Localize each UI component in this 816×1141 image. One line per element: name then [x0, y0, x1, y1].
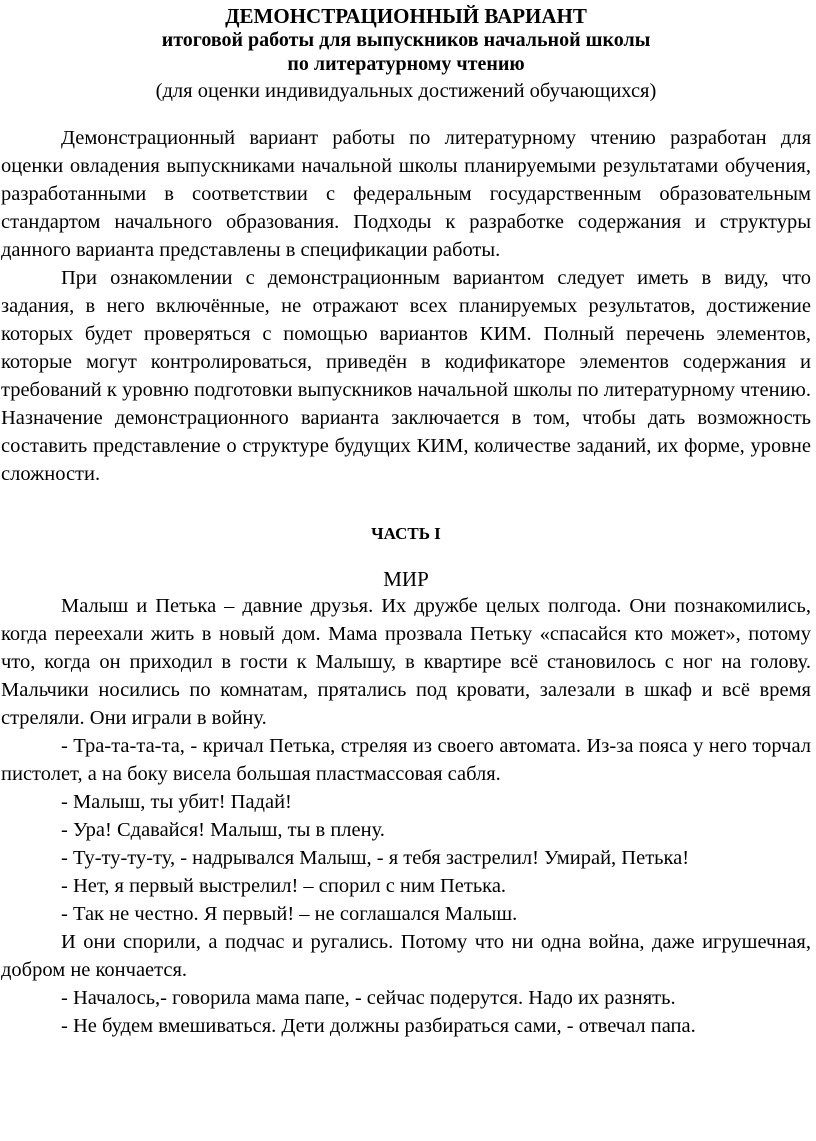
story-line: - Тра-та-та-та, - кричал Петька, стреляя из своего автомата. Из-за пояса у него торчал пистолет, а на боку висела большая пластмассовая сабля.	[1, 735, 811, 785]
intro-paragraph: При ознакомлении с демонстрационным вариантом следует иметь в виду, что задания, в него включённые, не отражают всех планируемых результатов, достижение которых будет проверяться с помощью вариантов КИМ. Полный перечень элементов, которые могут контролироваться, приведён в кодификаторе элементов содержания и требований к уровню подготовки выпускников начальной школы по литературному чтению. Назначение демонстрационного варианта заключается в том, чтобы дать возможность составить представление о структуре будущих КИМ, количестве заданий, их форме, уровне сложности.	[1, 267, 811, 485]
document-title: ДЕМОНСТРАЦИОННЫЙ ВАРИАНТ	[225, 4, 587, 28]
intro-paragraph: Демонстрационный вариант работы по литературному чтению разработан для оценки овладения выпускниками начальной школы планируемыми результатами обучения, разработанными в соответствии с федеральным государственным образовательным стандартом начального образования. Подходы к разработке содержания и структуры данного варианта представлены в спецификации работы.	[1, 127, 811, 261]
story-line: И они спорили, а подчас и ругались. Потому что ни одна война, даже игрушечная, добром не кончается.	[1, 931, 811, 981]
story-line: - Нет, я первый выстрелил! – спорил с ним Петька.	[61, 875, 507, 897]
intro-section	[1, 124, 811, 488]
story-title: МИР	[383, 567, 429, 591]
document-subtitle-2: по литературному чтению	[287, 53, 525, 75]
part-label: ЧАСТЬ I	[371, 524, 441, 543]
story-line: Малыш и Петька – давние друзья. Их дружбе целых полгода. Они познакомились, когда переехали жить в новый дом. Мама прозвала Петьку «спасайся кто может», потому что, когда он приходил в гости к Малышу, в квартире всё становилось с ног на голову. Мальчики носились по комнатам, прятались под кровати, залезали в шкаф и всё время стреляли. Они играли в войну.	[1, 595, 811, 729]
document-note: (для оценки индивидуальных достижений обучающихся)	[155, 80, 657, 102]
document-header	[1, 4, 811, 104]
story-line: - Малыш, ты убит! Падай!	[61, 791, 292, 813]
story-line: - Началось,- говорила мама папе, - сейчас подерутся. Надо их разнять.	[61, 987, 676, 1009]
story-line: - Ту-ту-ту-ту, - надрывался Малыш, - я тебя застрелил! Умирай, Петька!	[61, 847, 690, 869]
story-line: - Так не честно. Я первый! – не соглашался Малыш.	[61, 903, 518, 925]
story-text	[1, 592, 811, 1040]
document-subtitle-1: итоговой работы для выпускников начальной школы	[161, 29, 651, 51]
story-line: - Ура! Сдавайся! Малыш, ты в плену.	[61, 819, 385, 841]
story-line: - Не будем вмешиваться. Дети должны разбираться сами, - отвечал папа.	[61, 1015, 696, 1037]
